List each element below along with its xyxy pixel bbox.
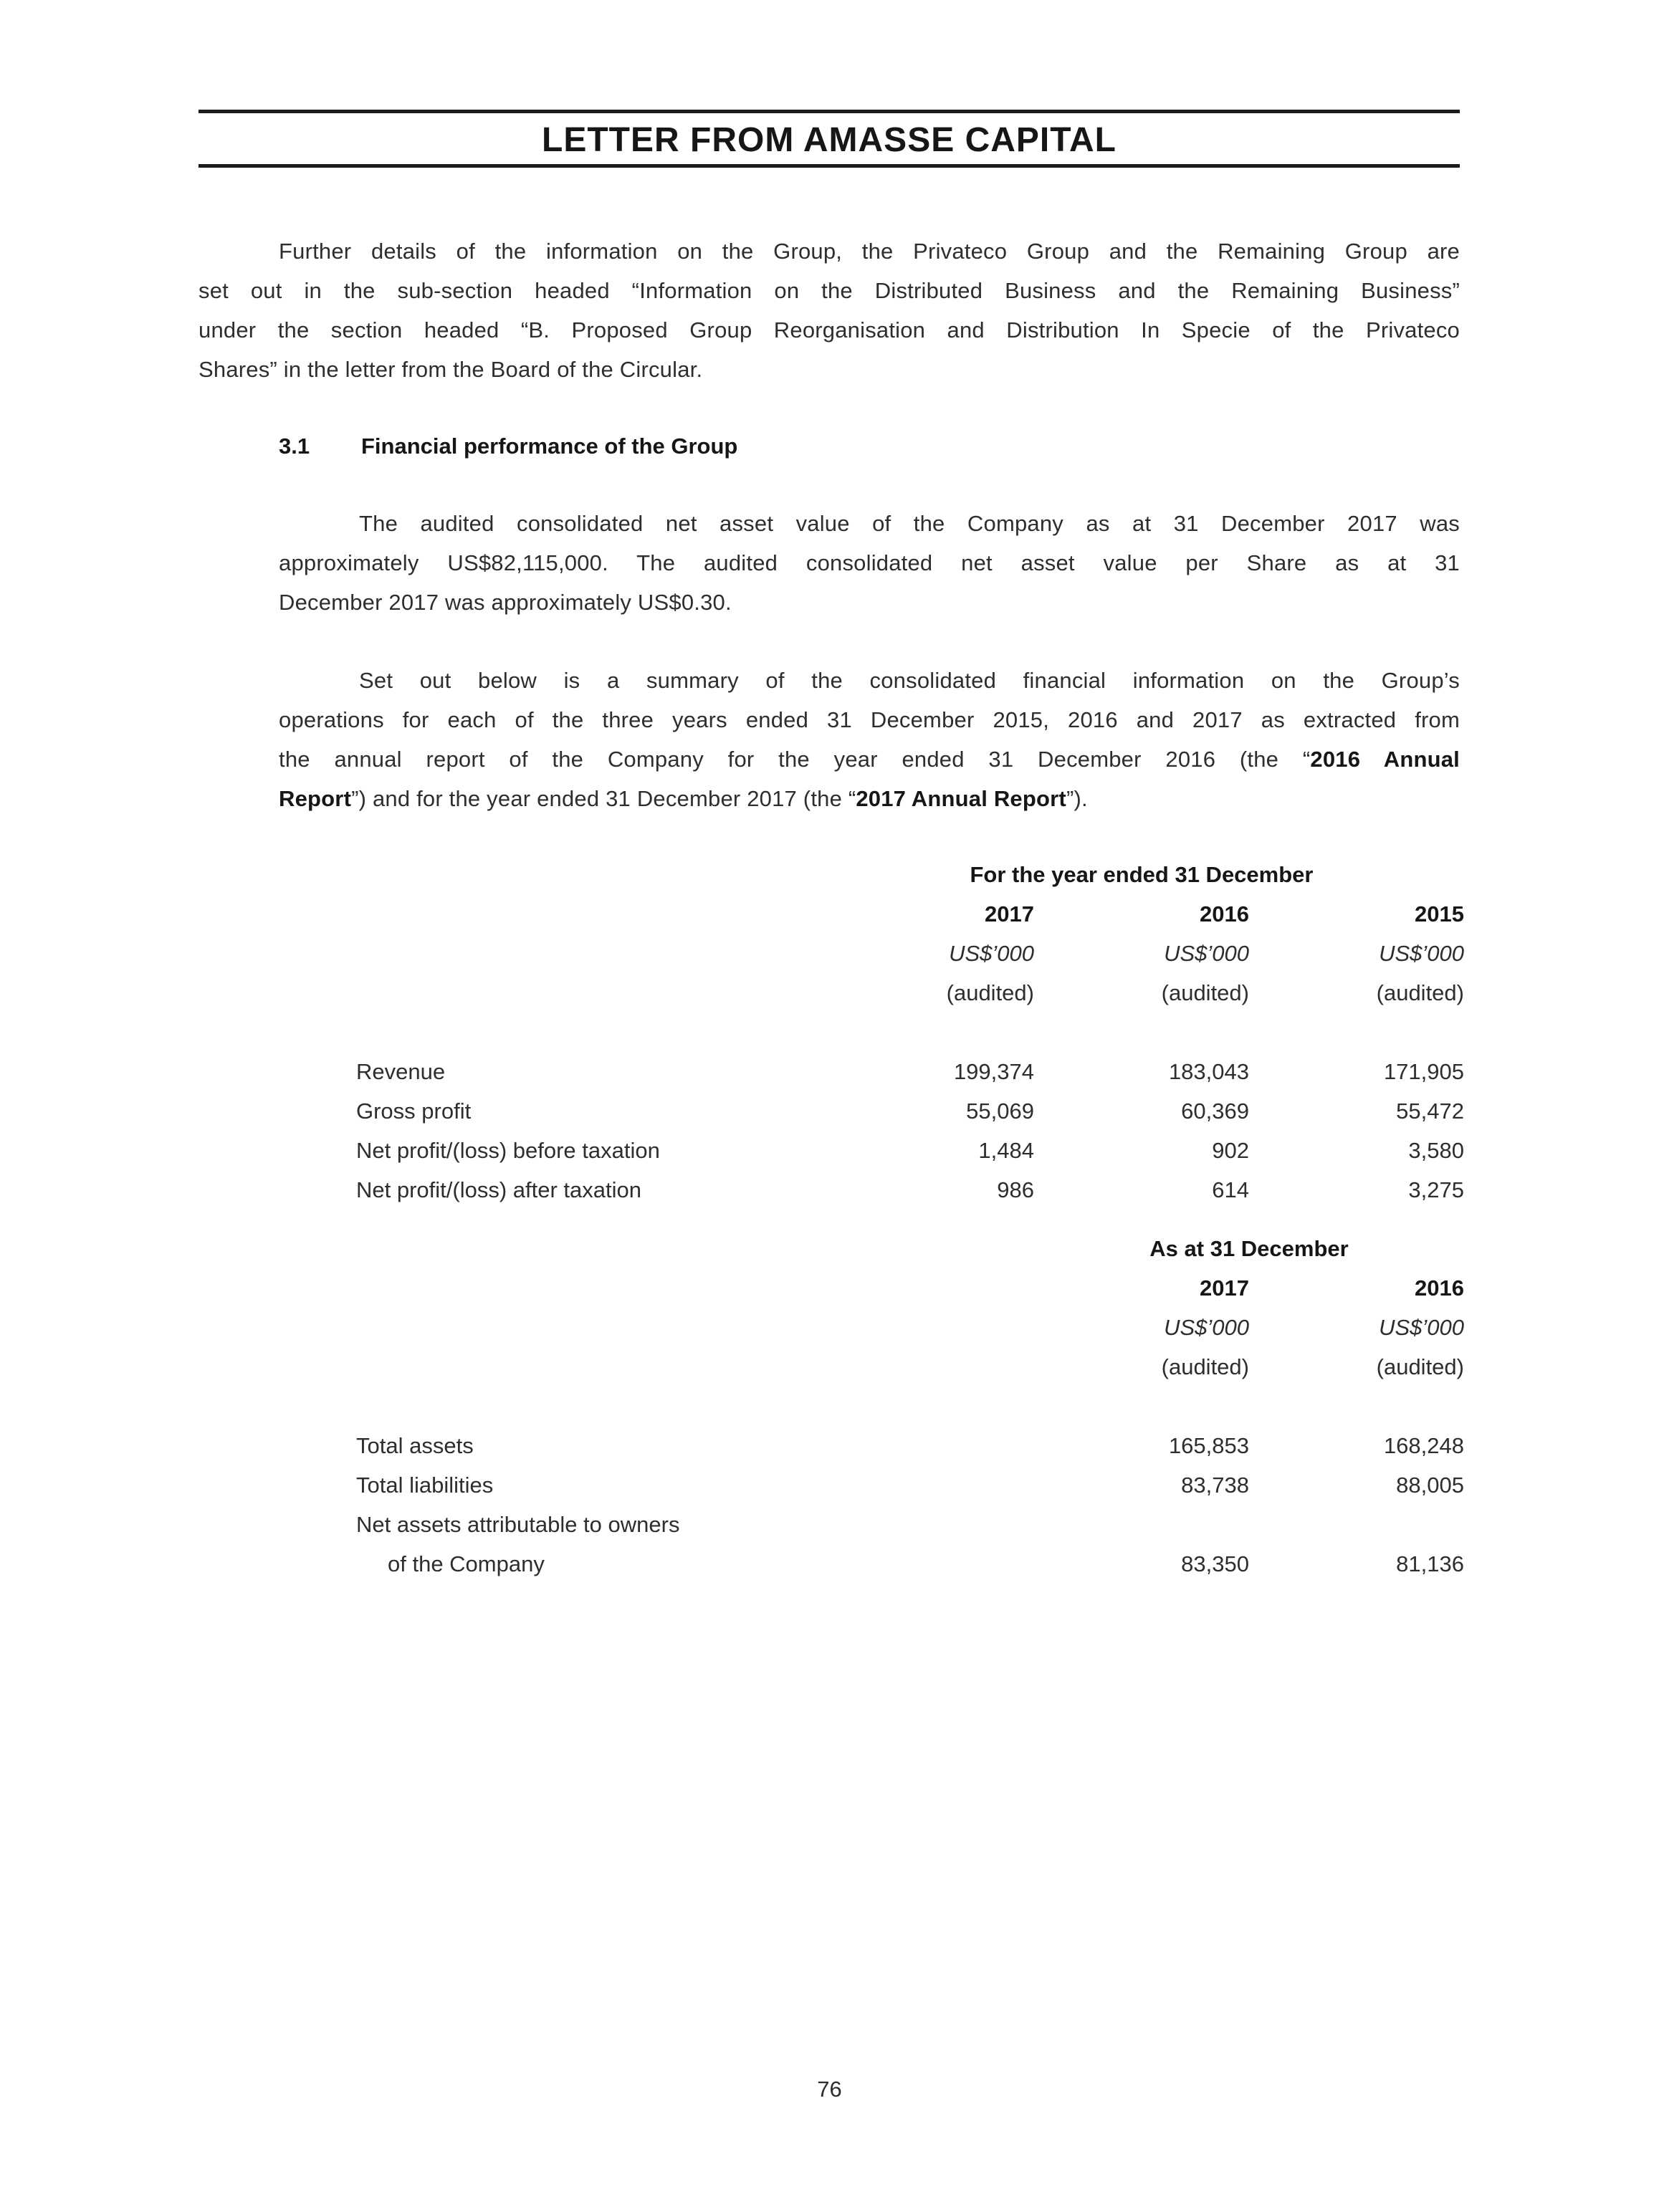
paragraph-line: Shares” in the letter from the Board of the Circular. [199, 357, 703, 382]
column-header-year: 2015 [1415, 901, 1464, 927]
table-row [356, 1465, 1464, 1505]
empty-cell [356, 934, 819, 973]
paragraph-line: The audited consolidated net asset value of the Company as at 31 December 2017 was [359, 511, 1460, 536]
table-caption-row [356, 1229, 1464, 1268]
cell-value: 55,069 [966, 1098, 1034, 1124]
column-header-year: 2017 [985, 901, 1034, 927]
cell-value: 3,580 [1408, 1138, 1464, 1163]
column-header-year: 2017 [1200, 1275, 1249, 1301]
paragraph-line: operations for each of the three years ended 31 December 2015, 2016 and 2017 as extracted from [279, 707, 1460, 732]
column-header-year: 2016 [1200, 901, 1249, 927]
paragraph-line: set out in the sub-section headed “Information on the Distributed Business and the Remaining Business” [199, 278, 1460, 303]
row-label: Gross profit [356, 1098, 472, 1124]
header-rule-bottom [199, 164, 1460, 168]
table-row [356, 1170, 1464, 1210]
cell-value: 81,136 [1396, 1551, 1464, 1576]
paragraph-line: Set out below is a summary of the consolidated financial information on the Group’s [359, 668, 1460, 693]
paragraph-line: December 2017 was approximately US$0.30. [279, 590, 732, 615]
table-caption-row [356, 855, 1464, 894]
row-label: Net profit/(loss) after taxation [356, 1177, 641, 1202]
audited-label: (audited) [946, 980, 1034, 1005]
audited-label: (audited) [1376, 1354, 1464, 1379]
defined-term: Report [279, 786, 352, 811]
column-header-year: 2016 [1415, 1275, 1464, 1301]
cell-value: 171,905 [1383, 1059, 1464, 1084]
empty-cell [356, 1229, 1034, 1268]
empty-cell [356, 973, 819, 1012]
cell-value: 614 [1212, 1177, 1249, 1202]
table-row [356, 1052, 1464, 1091]
cell-value [1249, 1505, 1464, 1544]
net-asset-value-paragraph [279, 504, 1460, 622]
cell-value: 1,484 [978, 1138, 1034, 1163]
section-title: Financial performance of the Group [361, 434, 738, 459]
page-title: LETTER FROM AMASSE CAPITAL [542, 121, 1117, 159]
unit-label: US$’000 [949, 941, 1034, 966]
cell-value: 3,275 [1408, 1177, 1464, 1202]
table-row [356, 1544, 1464, 1584]
table-year-row [356, 1268, 1464, 1308]
row-label: Total assets [356, 1433, 474, 1458]
paragraph-line [279, 739, 1460, 779]
cell-value: 165,853 [1168, 1433, 1249, 1458]
summary-paragraph [279, 661, 1460, 818]
paragraph-text: ”) and for the year ended 31 December 2017 (the “ [351, 786, 856, 811]
cell-value: 83,350 [1181, 1551, 1249, 1576]
empty-cell [356, 1268, 1034, 1308]
empty-cell [356, 1308, 1034, 1347]
audited-label: (audited) [1161, 980, 1249, 1005]
empty-cell [356, 894, 819, 934]
cell-value: 60,369 [1181, 1098, 1249, 1124]
cell-value: 55,472 [1396, 1098, 1464, 1124]
audited-label: (audited) [1376, 980, 1464, 1005]
empty-cell [356, 1347, 1034, 1387]
unit-label: US$’000 [1379, 941, 1464, 966]
paragraph-text: ”). [1066, 786, 1088, 811]
row-label: Net profit/(loss) before taxation [356, 1138, 660, 1163]
table-unit-row [356, 934, 1464, 973]
table-audited-row [356, 1347, 1464, 1387]
row-label: Net assets attributable to owners [356, 1512, 680, 1537]
cell-value: 986 [997, 1177, 1034, 1202]
table-spacer [356, 1012, 1464, 1052]
unit-label: US$’000 [1164, 1315, 1249, 1340]
paragraph-text: the annual report of the Company for the year ended 31 December 2016 (the “ [279, 747, 1311, 772]
cell-value: 183,043 [1168, 1059, 1249, 1084]
page-number: 76 [817, 2077, 842, 2102]
section-heading [279, 426, 1460, 466]
paragraph-line: approximately US$82,115,000. The audited consolidated net asset value per Share as at 31 [279, 550, 1460, 575]
table-row [356, 1091, 1464, 1131]
cell-value: 902 [1212, 1138, 1249, 1163]
balance-sheet-table [356, 1229, 1464, 1584]
row-label-continued: of the Company [388, 1551, 545, 1576]
table-row [356, 1426, 1464, 1465]
defined-term: 2017 Annual Report [856, 786, 1066, 811]
financial-performance-table [356, 855, 1464, 1210]
table-caption: As at 31 December [1149, 1236, 1349, 1261]
paragraph-line: Further details of the information on the Group, the Privateco Group and the Remaining Group are [279, 239, 1460, 264]
unit-label: US$’000 [1164, 941, 1249, 966]
table-unit-row [356, 1308, 1464, 1347]
table-spacer [356, 1387, 1464, 1426]
cell-value: 88,005 [1396, 1473, 1464, 1498]
audited-label: (audited) [1161, 1354, 1249, 1379]
table-row [356, 1131, 1464, 1170]
table-audited-row [356, 973, 1464, 1012]
cell-value [1034, 1505, 1249, 1544]
cell-value: 168,248 [1383, 1433, 1464, 1458]
table-caption: For the year ended 31 December [970, 862, 1314, 887]
cell-value: 83,738 [1181, 1473, 1249, 1498]
empty-cell [356, 855, 819, 894]
intro-paragraph [199, 231, 1460, 389]
section-number: 3.1 [279, 434, 310, 459]
unit-label: US$’000 [1379, 1315, 1464, 1340]
table-row [356, 1505, 1464, 1544]
defined-term: 2016 Annual [1310, 747, 1460, 772]
cell-value: 199,374 [953, 1059, 1034, 1084]
row-label: Revenue [356, 1059, 446, 1084]
paragraph-line: under the section headed “B. Proposed Group Reorganisation and Distribution In Specie of the Privateco [199, 317, 1460, 343]
table-year-row [356, 894, 1464, 934]
header-rule-top [199, 110, 1460, 113]
row-label: Total liabilities [356, 1473, 494, 1498]
paragraph-line [279, 779, 1460, 818]
